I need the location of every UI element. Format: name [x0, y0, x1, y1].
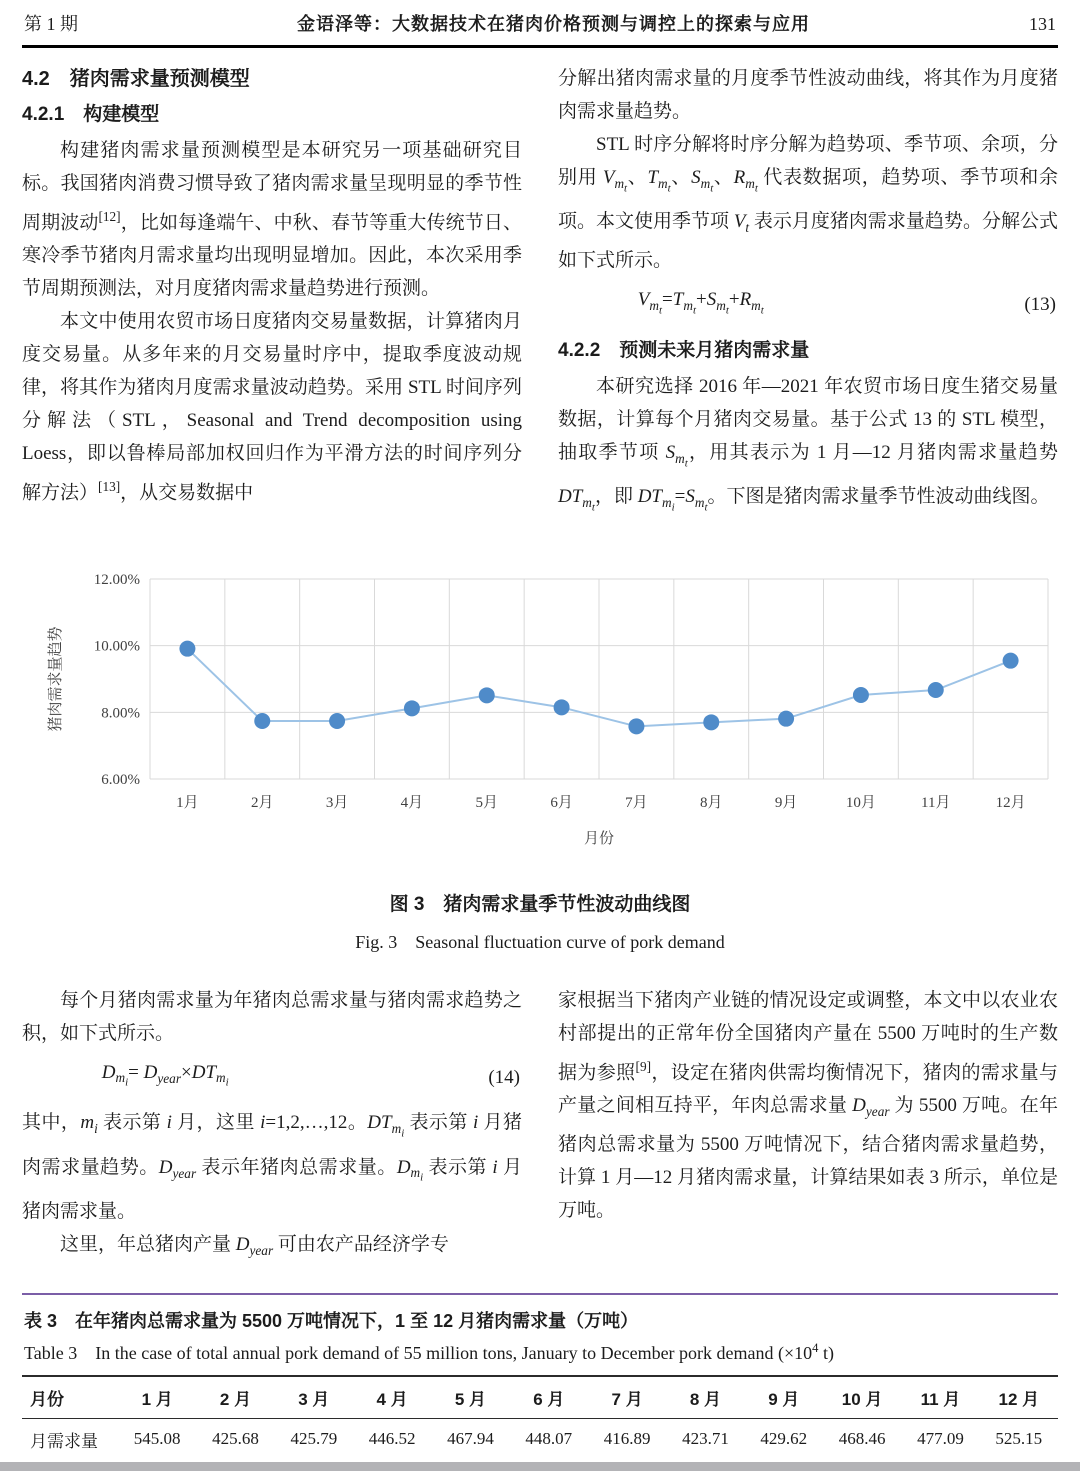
table-value-cell: 448.07	[525, 1429, 573, 1449]
table-header-cell: 3 月	[298, 1389, 330, 1409]
data-point	[179, 640, 195, 656]
x-tick-label: 10月	[845, 794, 876, 811]
data-point	[479, 687, 495, 703]
table-header-cell: 1 月	[141, 1389, 173, 1409]
y-tick-label: 6.00%	[101, 771, 140, 788]
table-3-caption-en: Table 3 In the case of total annual pork demand of 55 million tons, January to December pork demand ($\times 10^4$ t)	[24, 1340, 834, 1363]
table-header-cell: 8 月	[689, 1389, 722, 1409]
equation-13-body: $V_{m_t}=T_{m_t}+S_{m_t}+R_{m_t}$	[637, 289, 764, 317]
data-point	[554, 699, 570, 715]
section-4-2-heading: 4.2 猪肉需求量预测模型	[22, 68, 250, 90]
table-3-block	[22, 1293, 1058, 1460]
table-value-cell: 425.68	[212, 1429, 259, 1449]
x-tick-label: 6月	[550, 794, 573, 811]
y-tick-label: 10.00%	[93, 638, 140, 655]
table-top-purple-rule	[22, 1293, 1058, 1295]
table-header-row	[22, 1376, 1058, 1419]
table-header-cell: 6 月	[533, 1389, 565, 1409]
table-header-cell: 7 月	[611, 1389, 643, 1409]
paragraph-decompose: 分解出猪肉需求量的月度季节性波动曲线，将其作为月度猪肉需求量趋势。	[558, 68, 1058, 122]
data-point	[404, 700, 420, 716]
x-tick-label: 5月	[475, 794, 499, 811]
running-title: 金语泽等：大数据技术在猪肉价格预测与调控上的探索与应用	[297, 14, 810, 34]
table-header-month-col: 月份	[30, 1389, 64, 1409]
x-axis-title: 月份	[583, 830, 615, 847]
figure-3-chart	[22, 565, 1058, 855]
paragraph-where: 其中，$m_i$ 表示第 i 月，这里 i=1,2,…,12。$DT_{m_i}$ 表示第 i 月猪肉需求量趋势。$D_{year}$ 表示年猪肉总需求量。$D_{m_i}$ 表示第 i 月猪肉需求量。	[22, 1112, 522, 1222]
lower-right-column	[558, 984, 1058, 1267]
table-value-cell: 477.09	[917, 1429, 964, 1449]
x-tick-label: 7月	[625, 794, 648, 811]
figure-3-caption-zh: 图 3 猪肉需求量季节性波动曲线图	[389, 893, 691, 915]
paragraph-build-model-1: 构建猪肉需求量预测模型是本研究另一项基础研究目标。我国猪肉消费习惯导致了猪肉需求量呈现明显的季节性周期波动[12]，比如每逢端午、中秋、春节等重大传统节日、寒冷季节猪肉月需求量均出现明显增加。因此，本次采用季节周期预测法，对月度猪肉需求量趋势进行预测。	[22, 140, 522, 300]
x-tick-label: 1月	[176, 794, 199, 811]
data-point	[778, 710, 794, 726]
table-header-cell: 5 月	[454, 1389, 487, 1409]
y-axis-title: 猪肉需求量趋势	[48, 626, 64, 732]
table-value-cell: 423.71	[682, 1429, 729, 1449]
paragraph-build-model-2: 本文中使用农贸市场日度猪肉交易量数据，计算猪肉月度交易量。从多年来的月交易量时序中，提取季度波动规律，将其作为猪肉月度需求量波动趋势。采用 STL 时间序列分解法（STL，Seasonal and Trend decomposition using Loess，即以鲁棒局部加权回归作为平滑方法的时间序列分解方法）[13]，从交易数据中	[22, 311, 522, 504]
table-header-cell: 11 月	[920, 1389, 961, 1409]
equation-14-body: $D_{m_i}= D_{year}\times DT_{m_i}$	[101, 1061, 229, 1090]
equation-14	[22, 1050, 522, 1106]
upper-text-block	[22, 62, 1058, 525]
table-3-caption-zh: 表 3 在年猪肉总需求量为 5500 万吨情况下，1 至 12 月猪肉需求量（万吨）	[24, 1310, 639, 1331]
x-tick-label: 3月	[325, 794, 349, 811]
seasonal-fluctuation-chart	[22, 565, 1058, 855]
table-header-cell: 9 月	[768, 1389, 800, 1409]
upper-left-column	[22, 62, 522, 525]
data-point	[853, 687, 869, 703]
chart-gridlines	[150, 579, 1048, 779]
x-tick-label: 2月	[250, 794, 274, 811]
line-chart-canvas	[22, 565, 1058, 855]
paragraph-predict: 本研究选择 2016 年—2021 年农贸市场日度生猪交易量数据，计算每个月猪肉交易量。基于公式 13 的 STL 模型，抽取季节项 $S_{m_t}$，用其表示为 1 月—12 月猪肉需求量趋势 $DT_{m_t}$，即 $DT_{m_i}=S_{m_t}$。下图是猪肉需求量季节性波动曲线图。	[558, 375, 1058, 514]
section-4-2-2-heading: 4.2.2 预测未来月猪肉需求量	[558, 339, 810, 361]
paragraph-expert: 家根据当下猪肉产业链的情况设定或调整，本文中以农业农村部提出的正常年份全国猪肉产量在 5500 万吨时的生产数据为参照[9]，设定在猪肉供需均衡情况下，猪肉的需求量与产量之间相互持平，年肉总需求量 $D_{year}$ 为 5500 万吨。在年猪肉总需求量为 5500 万吨情况下，结合猪肉需求量趋势，计算 1 月—12 月猪肉需求量，计算结果如表 3 所示，单位是万吨。	[558, 989, 1058, 1221]
y-tick-label: 8.00%	[101, 704, 140, 721]
table-value-cell: 467.94	[447, 1429, 494, 1449]
table-value-cell: 525.15	[995, 1429, 1043, 1449]
table-header-cell: 10 月	[841, 1389, 883, 1409]
table-data-row	[22, 1418, 1058, 1460]
table-value-cell: 425.79	[290, 1429, 338, 1449]
page-number: 131	[1029, 14, 1056, 34]
table-value-cell: 545.08	[133, 1429, 181, 1449]
x-tick-label: 9月	[774, 794, 798, 811]
table-header-cell: 4 月	[376, 1389, 408, 1409]
x-tick-label: 12月	[995, 794, 1026, 811]
data-point	[254, 713, 270, 729]
y-tick-label: 12.00%	[93, 571, 140, 588]
data-point	[703, 714, 719, 730]
table-value-cell: 429.62	[760, 1429, 808, 1449]
upper-right-column	[558, 62, 1058, 525]
table-value-cell: 416.89	[603, 1429, 651, 1449]
paragraph-stl: STL 时序分解将时序分解为趋势项、季节项、余项，分别用 $V_{m_t}$、$T_{m_t}$、$S_{m_t}$、$R_{m_t}$ 代表数据项，趋势项、季节项和余项。本文使用季节项 $V_t$ 表示月度猪肉需求量趋势。分解公式如下式所示。	[558, 134, 1058, 272]
issue-label: 第 1 期	[24, 14, 78, 34]
paragraph-here: 这里，年总猪肉产量 $D_{year}$ 可由农产品经济学专	[60, 1233, 449, 1258]
table-header-cell: 12 月	[998, 1389, 1040, 1409]
data-point	[928, 682, 944, 698]
table-value-cell: 468.46	[838, 1429, 886, 1449]
data-point	[329, 713, 345, 729]
lower-text-block	[22, 984, 1058, 1267]
x-tick-label: 8月	[699, 794, 723, 811]
x-tick-label: 11月	[921, 794, 951, 811]
page-header	[22, 10, 1058, 48]
page-bottom-strip	[0, 1462, 1080, 1471]
equation-13-number: (13)	[1024, 294, 1056, 316]
table-3	[22, 1375, 1058, 1460]
table-header-cell: 2 月	[219, 1389, 252, 1409]
table-row-label: 月需求量	[30, 1431, 98, 1451]
equation-13	[558, 277, 1058, 333]
section-4-2-1-heading: 4.2.1 构建模型	[22, 104, 160, 125]
data-point	[1003, 652, 1019, 668]
figure-3-caption-en: Fig. 3 Seasonal fluctuation curve of pork demand	[355, 931, 725, 952]
data-point	[628, 718, 644, 734]
paragraph-demand-product: 每个月猪肉需求量为年猪肉总需求量与猪肉需求趋势之积，如下式所示。	[22, 989, 522, 1044]
equation-14-number: (14)	[488, 1066, 520, 1088]
lower-left-column	[22, 984, 522, 1267]
x-tick-label: 4月	[400, 794, 424, 811]
table-value-cell: 446.52	[368, 1429, 416, 1449]
